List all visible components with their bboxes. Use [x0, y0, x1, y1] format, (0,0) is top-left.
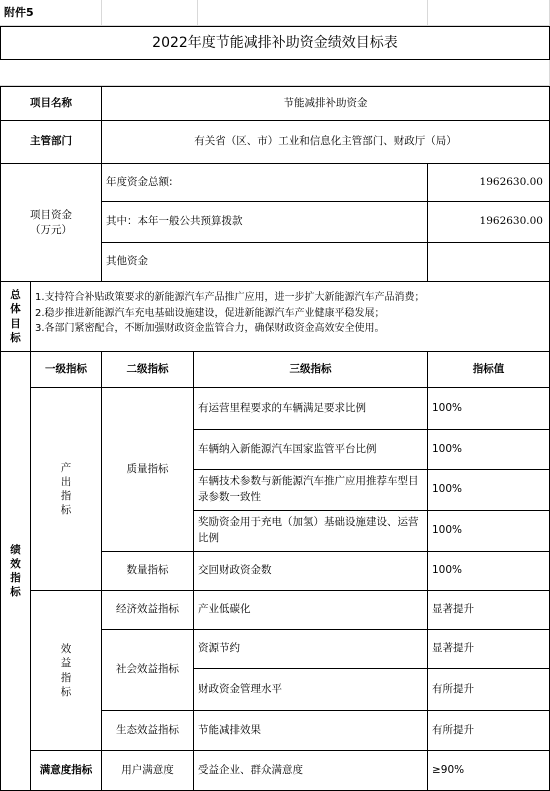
quality-row-4-name: 奖励资金用于充电（加氢）基础设施建设、运营比例 [194, 511, 428, 552]
funds-total-label: 年度资金总额: [102, 164, 428, 202]
overall-goal-text [31, 282, 550, 352]
goal-label-char: 总 [10, 289, 21, 302]
perf-label-char: 绩 [10, 543, 21, 556]
page-title: 2022年度节能减排补助资金绩效目标表 [0, 26, 550, 60]
funds-budget-value: 1962630.00 [428, 202, 550, 243]
goal-label-char: 目 [10, 317, 21, 330]
goal-label-char: 标 [10, 331, 21, 344]
project-name-label: 项目名称 [0, 86, 102, 121]
goal-line-1: 1.支持符合补贴政策要求的新能源汽车产品推广应用，进一步扩大新能源汽车产品消费； [35, 292, 425, 303]
social-row-1-value: 显著提升 [428, 630, 550, 669]
project-name-value: 节能减排补助资金 [102, 86, 550, 121]
header-level3: 三级指标 [194, 352, 428, 388]
benefit-label-char: 效 [60, 643, 72, 656]
attachment-label: 附件5 [4, 5, 34, 19]
economic-indicator-label: 经济效益指标 [102, 591, 194, 630]
satisfaction-indicator-label: 满意度指标 [31, 751, 102, 791]
project-funds-label [0, 164, 102, 282]
header-level1: 一级指标 [31, 352, 102, 388]
quality-row-4-value: 100% [428, 511, 550, 552]
quality-row-2-value: 100% [428, 430, 550, 470]
perf-label-char: 标 [10, 586, 21, 599]
quantity-row-name: 交回财政资金数 [194, 552, 428, 591]
quantity-row-value: 100% [428, 552, 550, 591]
quality-row-1-name: 有运营里程要求的车辆满足要求比例 [194, 388, 428, 430]
quantity-indicator-label: 数量指标 [102, 552, 194, 591]
social-row-2-value: 有所提升 [428, 669, 550, 711]
funds-label-line2: （万元） [30, 223, 72, 236]
benefit-label-char: 益 [60, 657, 72, 670]
perf-label-char: 效 [10, 557, 21, 570]
output-label-char: 产 [60, 461, 72, 474]
benefit-indicator-label [31, 591, 102, 751]
economic-row-value: 显著提升 [428, 591, 550, 630]
goal-line-3: 3.各部门紧密配合，不断加强财政资金监管合力，确保财政资金高效安全使用。 [35, 323, 385, 334]
goal-label-char: 体 [10, 303, 21, 316]
quality-row-3-name: 车辆技术参数与新能源汽车推广应用推荐车型目录参数一致性 [194, 470, 428, 511]
department-value: 有关省（区、市）工业和信息化主管部门、财政厅（局） [102, 121, 550, 164]
quality-indicator-label: 质量指标 [102, 388, 194, 552]
funds-total-value: 1962630.00 [428, 164, 550, 202]
benefit-label-char: 标 [60, 685, 72, 698]
output-label-char: 指 [60, 490, 72, 502]
perf-label-char: 指 [10, 572, 21, 584]
output-label-char: 出 [60, 475, 72, 488]
social-row-2-name: 财政资金管理水平 [194, 669, 428, 711]
ecological-row-value: 有所提升 [428, 711, 550, 751]
funds-label-line1: 项目资金 [30, 209, 72, 222]
output-indicator-label [31, 388, 102, 591]
economic-row-name: 产业低碳化 [194, 591, 428, 630]
ecological-indicator-label: 生态效益指标 [102, 711, 194, 751]
funds-other-label: 其他资金 [102, 243, 428, 282]
quality-row-1-value: 100% [428, 388, 550, 430]
output-label-char: 标 [60, 504, 72, 517]
department-label: 主管部门 [0, 121, 102, 164]
satisfaction-row-name: 受益企业、群众满意度 [194, 751, 428, 791]
social-indicator-label: 社会效益指标 [102, 630, 194, 711]
overall-goal-label [0, 282, 31, 352]
header-value: 指标值 [428, 352, 550, 388]
performance-indicator-label [0, 352, 31, 791]
funds-budget-label: 其中：本年一般公共预算拨款 [102, 202, 428, 243]
goal-line-2: 2.稳步推进新能源汽车充电基础设施建设，促进新能源汽车产业健康平稳发展； [35, 307, 385, 319]
quality-row-2-name: 车辆纳入新能源汽车国家监管平台比例 [194, 430, 428, 470]
quality-row-3-value: 100% [428, 470, 550, 511]
funds-other-value [428, 243, 550, 282]
satisfaction-row-value: ≥90% [428, 751, 550, 791]
header-level2: 二级指标 [102, 352, 194, 388]
benefit-label-char: 指 [60, 671, 72, 684]
ecological-row-name: 节能减排效果 [194, 711, 428, 751]
user-satisfaction-label: 用户满意度 [102, 751, 194, 791]
social-row-1-name: 资源节约 [194, 630, 428, 669]
